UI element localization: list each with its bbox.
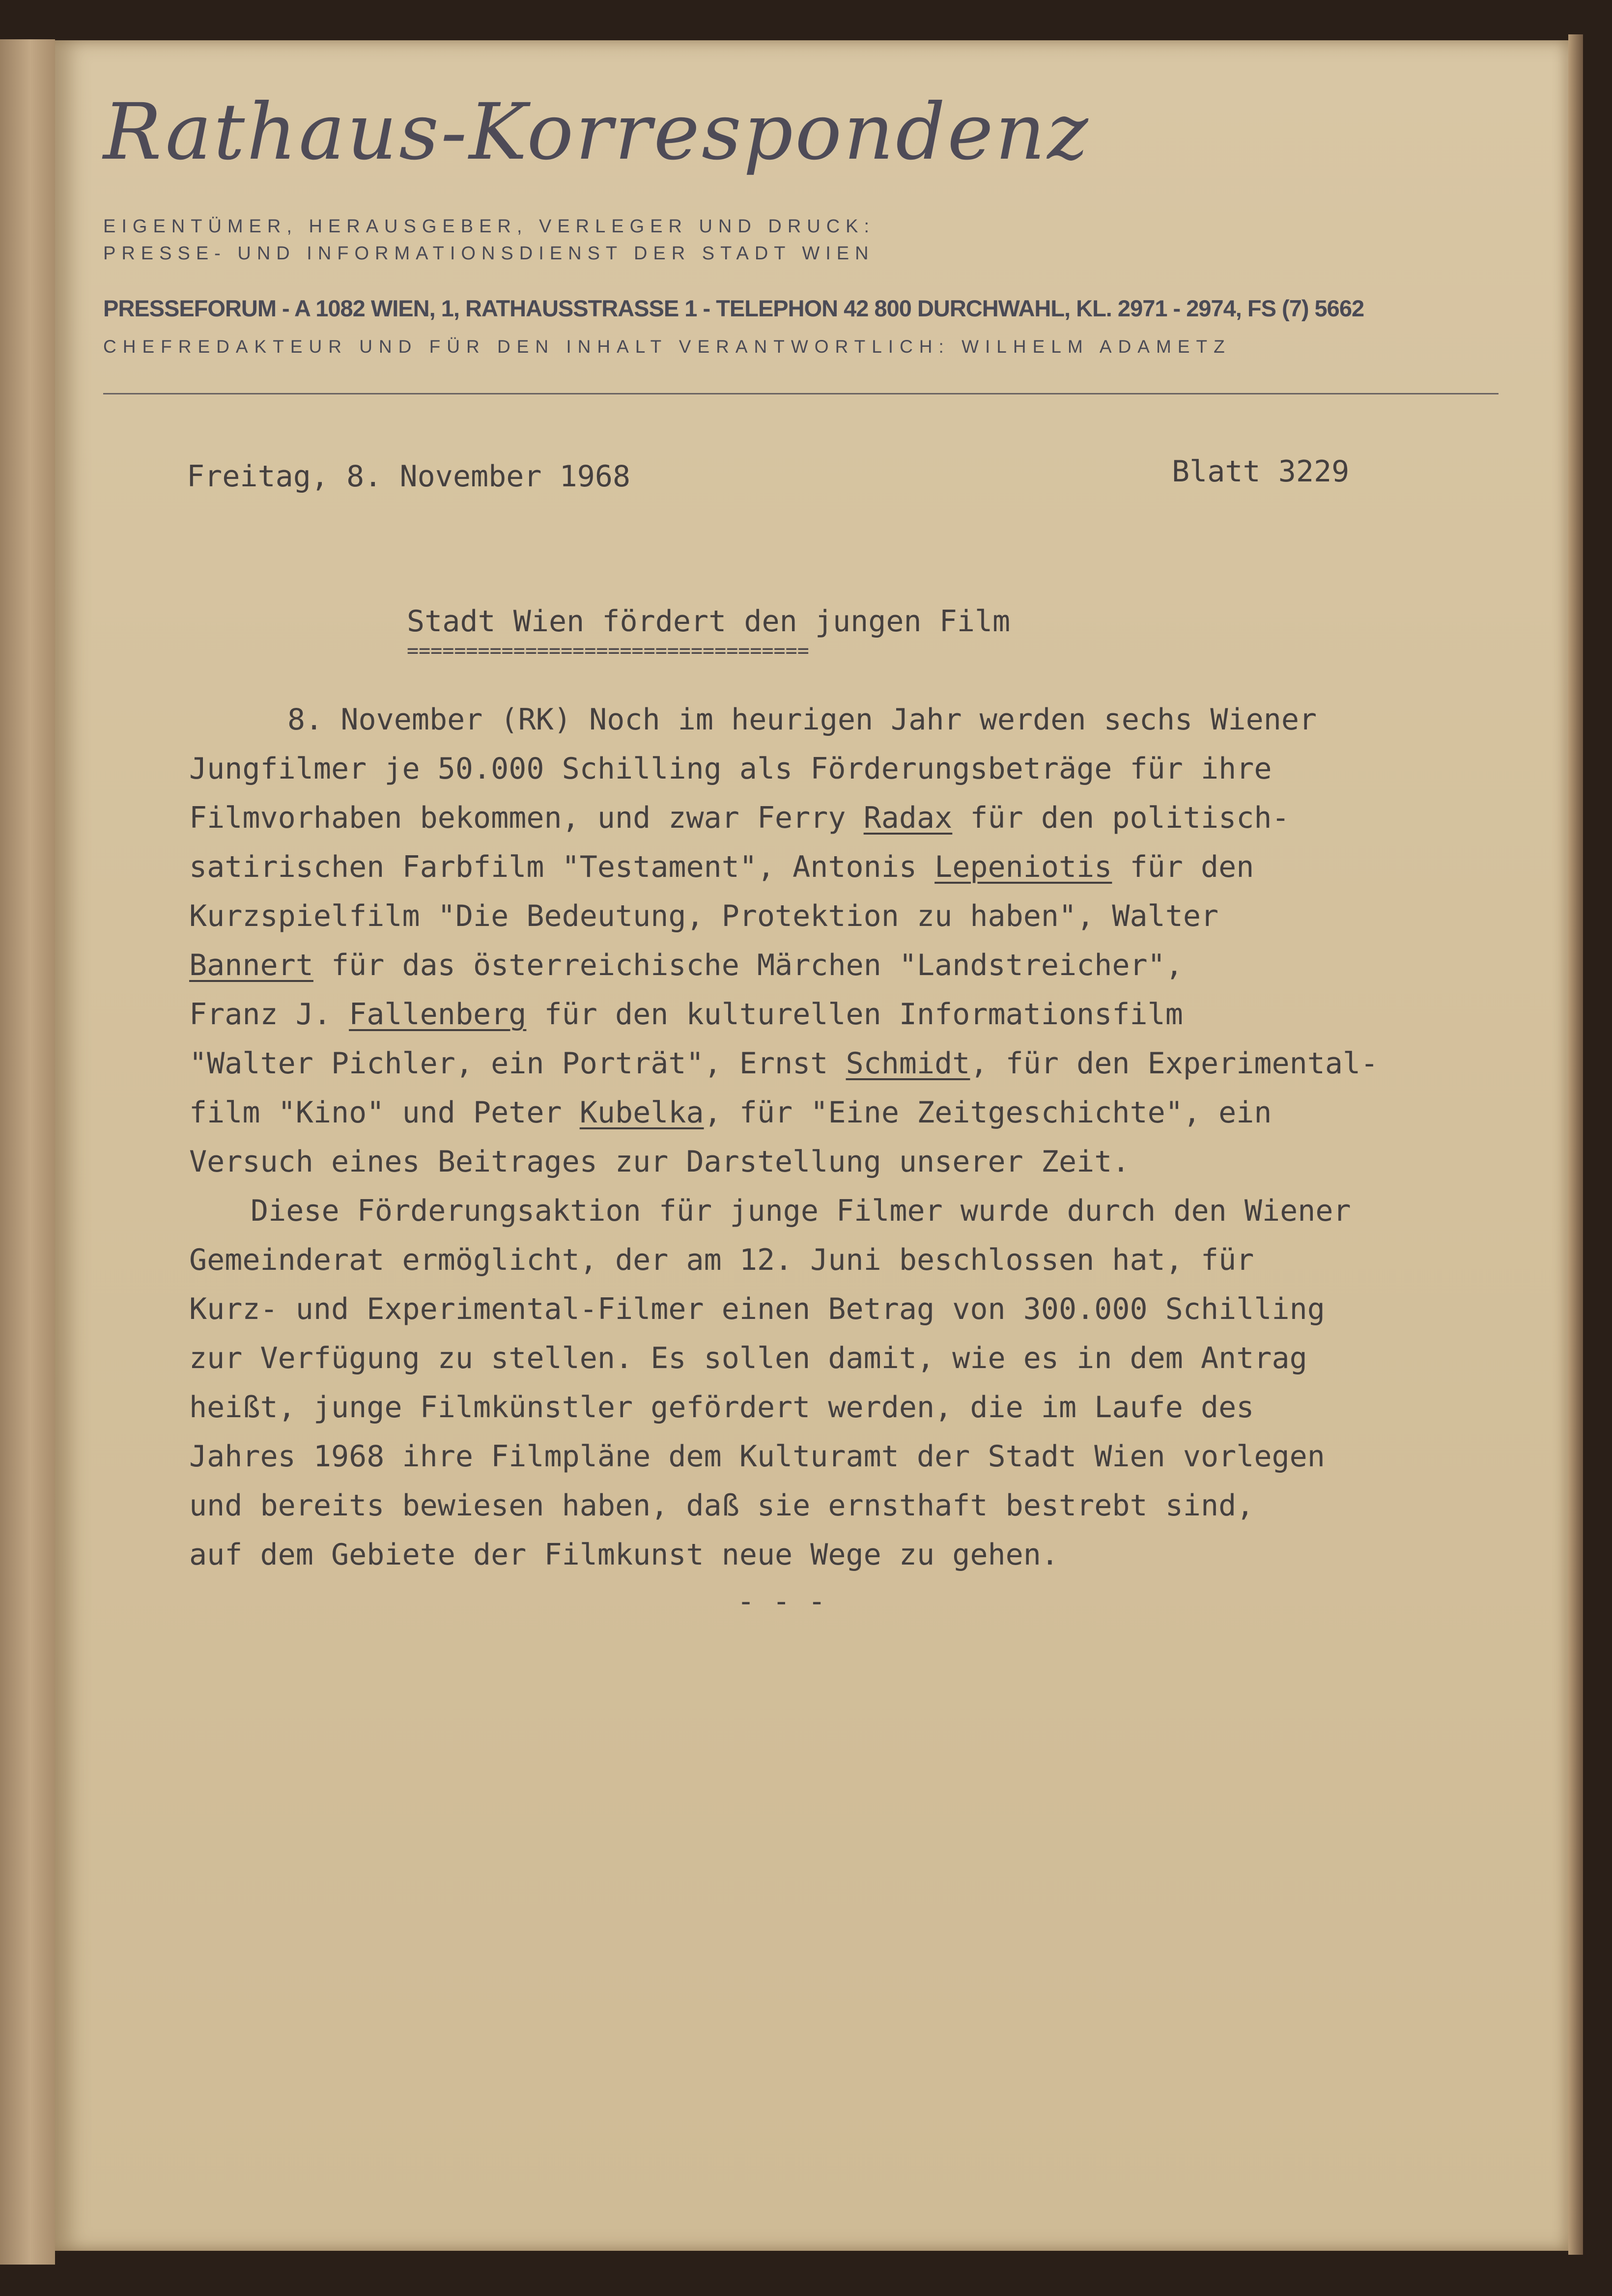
article-line <box>189 901 1218 931</box>
date-line: Freitag, 8. November 1968 <box>187 459 631 494</box>
text-segment: , für "Eine Zeitgeschichte", ein <box>704 1095 1272 1130</box>
underlined-name: Schmidt <box>846 1046 970 1081</box>
masthead-title: Rathaus-Korrespondenz <box>103 87 1090 177</box>
header-rule <box>103 393 1499 394</box>
article-line <box>189 1488 1254 1523</box>
underlined-name: Bannert <box>189 948 313 982</box>
article-line <box>287 702 1317 737</box>
article-line <box>189 1046 1379 1081</box>
text-segment: Gemeinderat ermöglicht, der am 12. Juni beschlossen hat, für <box>189 1243 1254 1277</box>
article-line <box>189 1294 1325 1324</box>
article-line <box>189 1145 1130 1179</box>
article-line <box>189 1341 1307 1375</box>
underlined-name: Kubelka <box>579 1095 704 1130</box>
text-segment: Franz J. <box>189 997 349 1032</box>
text-segment: Jahres 1968 ihre Filmpläne dem Kulturamt der Stadt Wien vorlegen <box>189 1439 1325 1474</box>
article-line <box>189 754 1272 784</box>
text-segment: Kurzspielfilm "Die Bedeutung, Protektion zu haben", Walter <box>189 899 1219 933</box>
text-segment: , für den Experimental- <box>970 1046 1379 1081</box>
service-line: PRESSE- UND INFORMATIONSDIENST DER STADT WIEN <box>103 243 875 264</box>
text-segment: satirischen Farbfilm "Testament", Antonis <box>189 850 935 884</box>
page-right-edge <box>1568 34 1583 2255</box>
article-line <box>189 1245 1254 1275</box>
text-segment: für den politisch- <box>952 801 1290 835</box>
text-segment: für das österreichische Märchen "Landstreicher", <box>313 948 1183 982</box>
article-line <box>189 1439 1325 1474</box>
text-segment: für den <box>1112 850 1254 884</box>
article-line <box>251 1196 1351 1226</box>
underlined-name: Lepeniotis <box>934 850 1112 884</box>
article-line <box>189 803 1290 833</box>
address-line: PRESSEFORUM - A 1082 WIEN, 1, RATHAUSSTRASSE 1 - TELEPHON 42 800 DURCHWAHL, KL. 2971 - 2974, FS (7) 5662 <box>103 295 1364 321</box>
text-segment: Filmvorhaben bekommen, und zwar Ferry <box>189 801 864 835</box>
text-segment: Diese Förderungsaktion für junge Filmer wurde durch den Wiener <box>251 1194 1351 1228</box>
article-line <box>189 852 1254 882</box>
text-segment: für den kulturellen Informationsfilm <box>526 997 1183 1032</box>
text-segment: film "Kino" und Peter <box>189 1095 580 1130</box>
text-segment: auf dem Gebiete der Filmkunst neue Wege zu gehen. <box>189 1538 1059 1572</box>
text-segment: Kurz- und Experimental-Filmer einen Betrag von 300.000 Schilling <box>189 1292 1325 1326</box>
underlined-name: Fallenberg <box>349 997 527 1032</box>
text-segment: zur Verfügung zu stellen. Es sollen damit, wie es in dem Antrag <box>189 1341 1307 1375</box>
text-segment: 8. November (RK) Noch im heurigen Jahr werden sechs Wiener <box>287 702 1317 737</box>
adjacent-page-edge <box>0 39 55 2265</box>
article-line <box>189 948 1183 982</box>
article-line <box>189 997 1183 1032</box>
editor-line: CHEFREDAKTEUR UND FÜR DEN INHALT VERANTWORTLICH: WILHELM ADAMETZ <box>103 336 1231 357</box>
article-headline: Stadt Wien fördert den jungen Film <box>407 604 1011 639</box>
headline-underline: ================================== <box>407 640 809 662</box>
text-segment: heißt, junge Filmkünstler gefördert werden, die im Laufe des <box>189 1390 1254 1425</box>
text-segment: und bereits bewiesen haben, daß sie ernsthaft bestrebt sind, <box>189 1488 1254 1523</box>
article-line <box>189 1538 1059 1572</box>
end-marks: - - - <box>737 1584 826 1619</box>
owner-line: EIGENTÜMER, HERAUSGEBER, VERLEGER UND DRUCK: <box>103 216 876 237</box>
article-line <box>189 1390 1254 1425</box>
article-line <box>189 1095 1272 1130</box>
text-segment: Jungfilmer je 50.000 Schilling als Förderungsbeträge für ihre <box>189 752 1272 786</box>
sheet-number: Blatt 3229 <box>1172 454 1350 489</box>
underlined-name: Radax <box>863 801 953 835</box>
text-segment: Versuch eines Beitrages zur Darstellung unserer Zeit. <box>189 1145 1130 1179</box>
text-segment: "Walter Pichler, ein Porträt", Ernst <box>189 1046 846 1081</box>
